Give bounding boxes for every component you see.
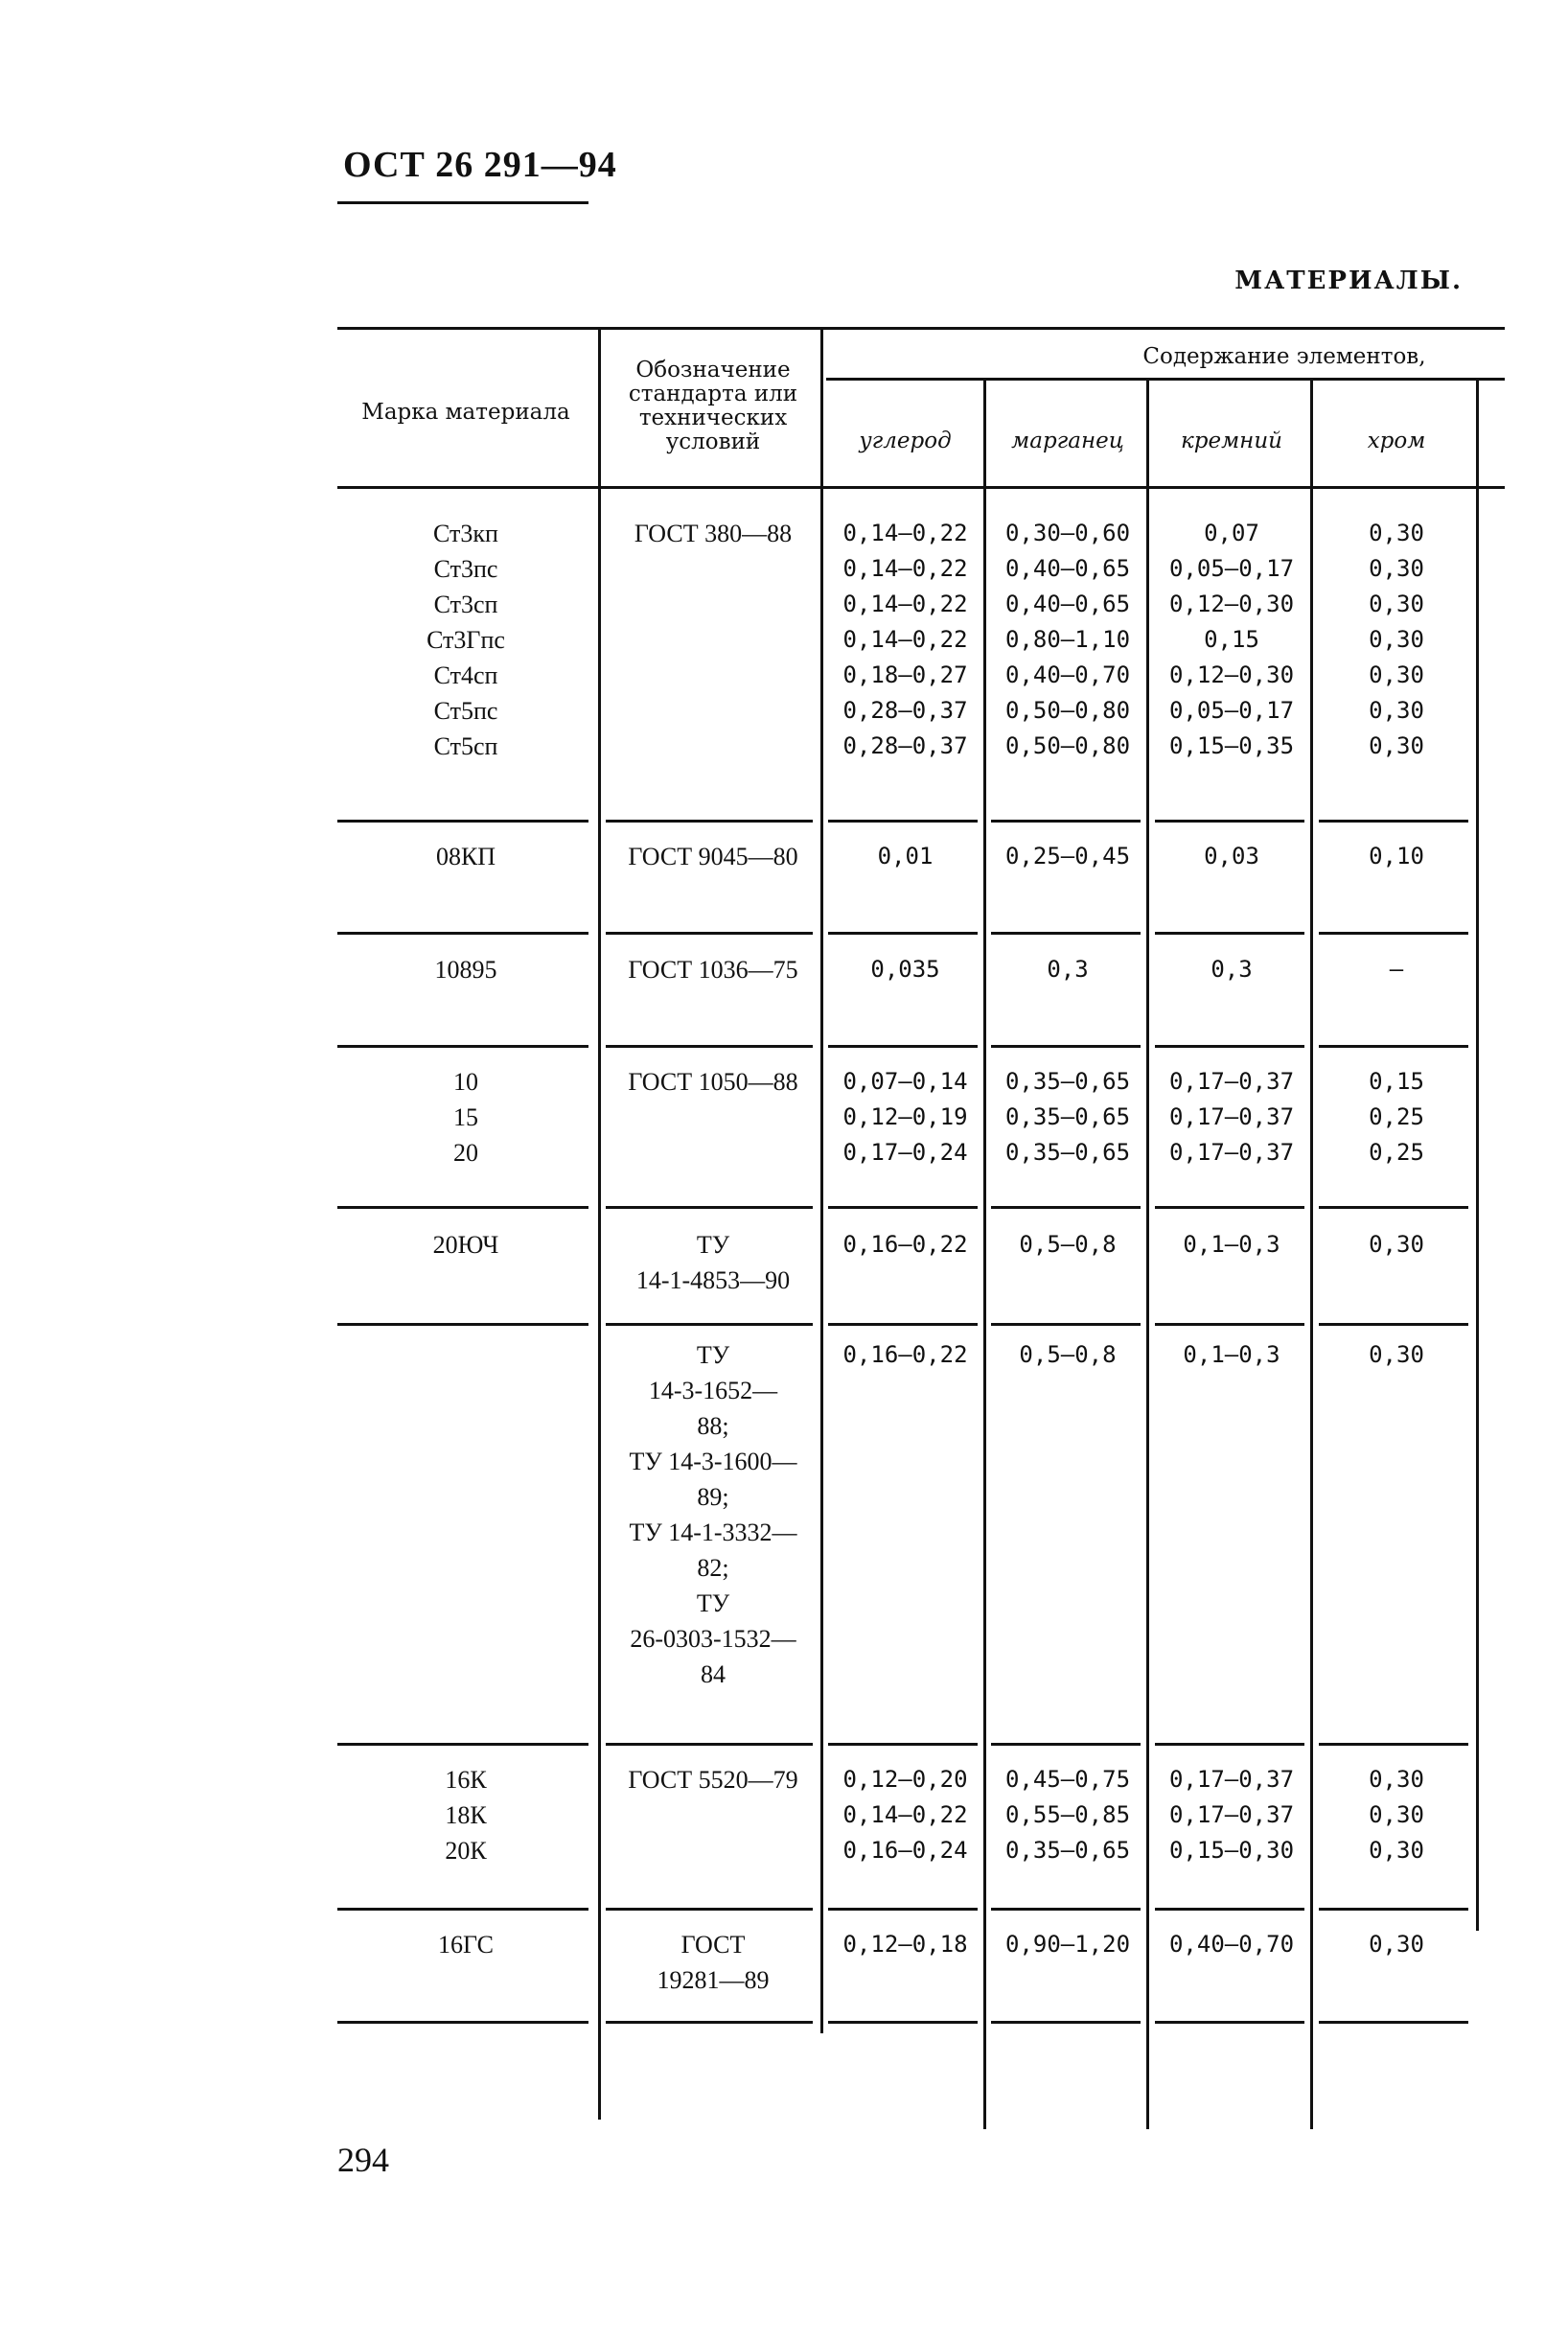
group-separator: [606, 2021, 813, 2024]
carbon-value: 0,28—0,37: [842, 697, 968, 724]
material-grade: Ст3сп: [433, 591, 498, 618]
group-separator: [1319, 932, 1468, 935]
group-separator: [1155, 820, 1304, 823]
chromium-value: 0,30: [1369, 1341, 1424, 1368]
manganese-value: 0,50—0,80: [1004, 732, 1131, 759]
group-separator: [991, 820, 1141, 823]
silicon-value: 0,17—0,37: [1168, 1103, 1295, 1130]
silicon-value: 0,17—0,37: [1168, 1068, 1295, 1095]
standard-designation: 88;: [697, 1412, 729, 1440]
group-separator: [1319, 1743, 1468, 1746]
chromium-value: 0,30: [1369, 732, 1424, 759]
table-top-rule: [337, 327, 1505, 330]
group-separator: [991, 1045, 1141, 1048]
chromium-value: 0,30: [1369, 661, 1424, 688]
silicon-value: 0,05—0,17: [1168, 555, 1295, 582]
carbon-value: 0,14—0,22: [842, 591, 968, 617]
group-separator: [1319, 1323, 1468, 1326]
manganese-value: 0,40—0,65: [1004, 591, 1131, 617]
group-separator: [337, 1323, 588, 1326]
standard-designation: ТУ: [696, 1341, 730, 1369]
group-separator: [991, 1743, 1141, 1746]
material-grade: 16К: [445, 1766, 487, 1794]
chromium-value: 0,30: [1369, 1837, 1424, 1864]
silicon-value: 0,05—0,17: [1168, 697, 1295, 724]
group-separator: [991, 932, 1141, 935]
manganese-value: 0,35—0,65: [1004, 1103, 1131, 1130]
header-grade: Марка материала: [361, 400, 570, 425]
group-separator: [828, 1045, 978, 1048]
standard-designation: ГОСТ 1036—75: [628, 956, 798, 984]
group-separator: [606, 932, 813, 935]
standard-designation: 89;: [697, 1483, 729, 1511]
manganese-value: 0,35—0,65: [1004, 1139, 1131, 1166]
material-grade: 20К: [445, 1837, 487, 1865]
material-grade: 08КП: [435, 843, 496, 870]
chromium-value: 0,30: [1369, 1766, 1424, 1793]
group-separator: [337, 1908, 588, 1911]
group-separator: [1319, 820, 1468, 823]
standard-designation: ТУ 14-1-3332—: [629, 1519, 797, 1546]
group-separator: [828, 1908, 978, 1911]
material-grade: 20: [453, 1139, 478, 1167]
header-standard-text: Обозначение стандарта или технических условий: [628, 358, 798, 454]
group-separator: [1319, 1908, 1468, 1911]
group-separator: [1155, 932, 1304, 935]
silicon-value: 0,1—0,3: [1183, 1341, 1280, 1368]
manganese-value: 0,90—1,20: [1004, 1931, 1131, 1958]
chromium-value: 0,30: [1369, 591, 1424, 617]
group-separator: [1155, 1206, 1304, 1209]
carbon-value: 0,16—0,22: [842, 1231, 968, 1258]
carbon-value: 0,12—0,20: [842, 1766, 968, 1793]
document-code: ОСТ 26 291—94: [343, 145, 617, 185]
carbon-value: 0,17—0,24: [842, 1139, 968, 1166]
group-separator: [337, 820, 588, 823]
group-separator: [1319, 1206, 1468, 1209]
manganese-value: 0,40—0,65: [1004, 555, 1131, 582]
group-separator: [337, 1206, 588, 1209]
group-separator: [606, 1908, 813, 1911]
header-chromium: хром: [1367, 429, 1426, 453]
standard-designation: ГОСТ 9045—80: [628, 843, 798, 870]
group-separator: [828, 1743, 978, 1746]
chromium-value: —: [1389, 956, 1404, 983]
group-separator: [1155, 1323, 1304, 1326]
standard-designation: 19281—89: [657, 1966, 770, 1994]
group-separator: [828, 1206, 978, 1209]
manganese-value: 0,40—0,70: [1004, 661, 1131, 688]
standard-designation: ГОСТ: [680, 1931, 746, 1959]
carbon-value: 0,18—0,27: [842, 661, 968, 688]
material-grade: Ст5пс: [433, 697, 498, 725]
group-separator: [991, 1323, 1141, 1326]
group-separator: [828, 932, 978, 935]
silicon-value: 0,1—0,3: [1183, 1231, 1280, 1258]
chromium-value: 0,25: [1369, 1103, 1424, 1130]
material-grade: 10895: [434, 956, 497, 984]
chromium-value: 0,30: [1369, 1231, 1424, 1258]
standard-designation: ТУ: [696, 1589, 730, 1617]
carbon-value: 0,14—0,22: [842, 1801, 968, 1828]
group-separator: [337, 1045, 588, 1048]
silicon-value: 0,03: [1204, 843, 1259, 870]
group-separator: [1155, 1743, 1304, 1746]
section-title: МАТЕРИАЛЫ.: [1234, 267, 1463, 295]
silicon-value: 0,07: [1204, 520, 1259, 546]
silicon-value: 0,15—0,35: [1168, 732, 1295, 759]
carbon-value: 0,16—0,24: [842, 1837, 968, 1864]
material-grade: Ст4сп: [433, 661, 498, 689]
standard-designation: 84: [701, 1660, 726, 1688]
manganese-value: 0,80—1,10: [1004, 626, 1131, 653]
chromium-value: 0,30: [1369, 697, 1424, 724]
material-grade: Ст5сп: [433, 732, 498, 760]
header-content-group: Содержание элементов,: [1142, 344, 1426, 369]
group-separator: [337, 2021, 588, 2024]
carbon-value: 0,14—0,22: [842, 626, 968, 653]
standard-designation: 82;: [697, 1554, 729, 1582]
silicon-value: 0,12—0,30: [1168, 591, 1295, 617]
silicon-value: 0,40—0,70: [1168, 1931, 1295, 1958]
manganese-value: 0,5—0,8: [1019, 1231, 1117, 1258]
chromium-value: 0,15: [1369, 1068, 1424, 1095]
group-separator: [1155, 2021, 1304, 2024]
header-manganese: марганец: [1011, 429, 1124, 453]
header-bottom-rule: [337, 486, 1505, 489]
silicon-value: 0,15—0,30: [1168, 1837, 1295, 1864]
standard-designation: ГОСТ 5520—79: [628, 1766, 798, 1794]
manganese-value: 0,35—0,65: [1004, 1837, 1131, 1864]
group-separator: [828, 820, 978, 823]
carbon-value: 0,12—0,18: [842, 1931, 968, 1958]
silicon-value: 0,17—0,37: [1168, 1801, 1295, 1828]
carbon-value: 0,07—0,14: [842, 1068, 968, 1095]
carbon-value: 0,01: [877, 843, 934, 870]
group-separator: [606, 1045, 813, 1048]
group-separator: [991, 1206, 1141, 1209]
carbon-value: 0,14—0,22: [842, 520, 968, 546]
silicon-value: 0,15: [1204, 626, 1259, 653]
group-separator: [1155, 1045, 1304, 1048]
column-rule: [598, 327, 601, 2120]
group-separator: [1155, 1908, 1304, 1911]
chromium-value: 0,25: [1369, 1139, 1424, 1166]
chromium-value: 0,30: [1369, 1931, 1424, 1958]
standard-designation: ГОСТ 380—88: [634, 520, 793, 547]
standard-designation: ГОСТ 1050—88: [628, 1068, 798, 1096]
material-grade: Ст3Гпс: [427, 626, 505, 654]
carbon-value: 0,14—0,22: [842, 555, 968, 582]
standard-designation: 14-1-4853—90: [635, 1266, 791, 1294]
silicon-value: 0,12—0,30: [1168, 661, 1295, 688]
manganese-value: 0,30—0,60: [1004, 520, 1131, 546]
header-carbon: углерод: [859, 429, 952, 453]
material-grade: 18К: [445, 1801, 487, 1829]
group-separator: [991, 2021, 1141, 2024]
silicon-value: 0,17—0,37: [1168, 1139, 1295, 1166]
group-separator: [606, 1206, 813, 1209]
material-grade: 16ГС: [437, 1931, 495, 1959]
standard-designation: 14-3-1652—: [648, 1377, 778, 1404]
material-grade: Ст3кп: [433, 520, 498, 547]
chromium-value: 0,30: [1369, 1801, 1424, 1828]
group-separator: [1319, 1045, 1468, 1048]
carbon-value: 0,035: [870, 956, 940, 983]
silicon-value: 0,3: [1211, 956, 1253, 983]
group-separator: [1319, 2021, 1468, 2024]
material-grade: Ст3пс: [433, 555, 498, 583]
silicon-value: 0,17—0,37: [1168, 1766, 1295, 1793]
group-separator: [337, 932, 588, 935]
group-separator: [828, 2021, 978, 2024]
standard-designation: ТУ: [696, 1231, 730, 1259]
group-separator: [991, 1908, 1141, 1911]
manganese-value: 0,55—0,85: [1004, 1801, 1131, 1828]
chromium-value: 0,30: [1369, 520, 1424, 546]
carbon-value: 0,16—0,22: [842, 1341, 968, 1368]
manganese-value: 0,45—0,75: [1004, 1766, 1131, 1793]
group-separator: [828, 1323, 978, 1326]
content-group-rule: [826, 378, 1505, 381]
page-number: 294: [337, 2141, 389, 2179]
group-separator: [606, 820, 813, 823]
material-grade: 10: [453, 1068, 478, 1096]
manganese-value: 0,25—0,45: [1004, 843, 1131, 870]
carbon-value: 0,12—0,19: [842, 1103, 968, 1130]
material-grade: 15: [453, 1103, 478, 1131]
chromium-value: 0,30: [1369, 555, 1424, 582]
chromium-value: 0,30: [1369, 626, 1424, 653]
manganese-value: 0,5—0,8: [1019, 1341, 1117, 1368]
standard-designation: 26-0303-1532—: [630, 1625, 796, 1653]
group-separator: [337, 1743, 588, 1746]
group-separator: [606, 1743, 813, 1746]
header-silicon: кремний: [1181, 429, 1282, 453]
material-grade: 20ЮЧ: [432, 1231, 499, 1259]
carbon-value: 0,28—0,37: [842, 732, 968, 759]
manganese-value: 0,3: [1047, 956, 1089, 983]
manganese-value: 0,50—0,80: [1004, 697, 1131, 724]
manganese-value: 0,35—0,65: [1004, 1068, 1131, 1095]
chromium-value: 0,10: [1369, 843, 1424, 870]
header-standard: [604, 359, 822, 454]
group-separator: [606, 1323, 813, 1326]
standard-designation: ТУ 14-3-1600—: [629, 1448, 797, 1475]
